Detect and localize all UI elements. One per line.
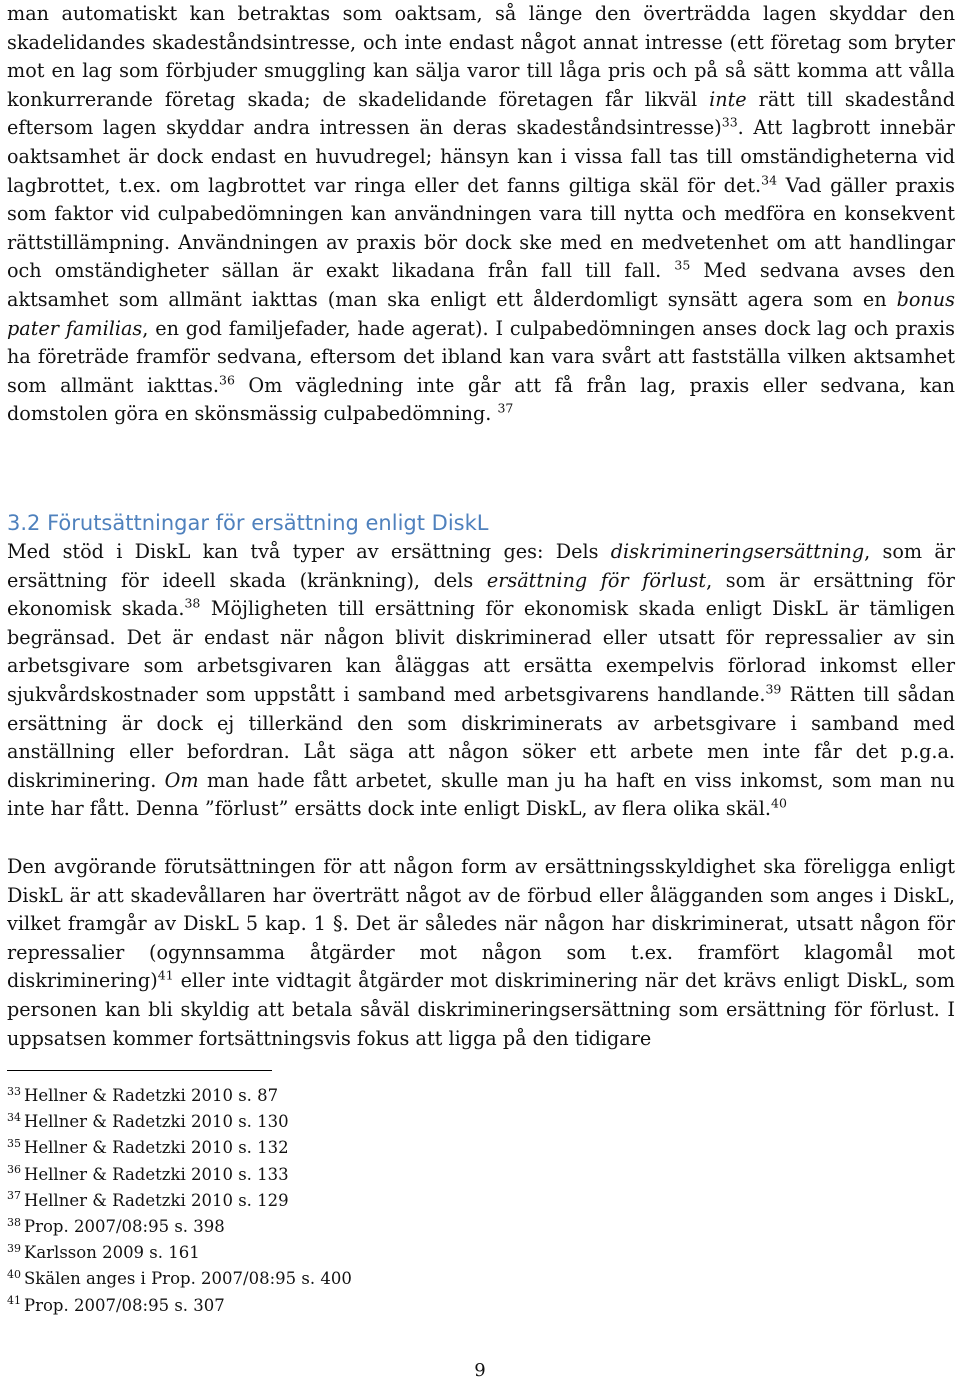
text-run: , som är ersättning för ideell skada (kränkning), dels <box>7 540 955 592</box>
body-paragraph-forutsattning <box>7 853 955 1053</box>
footnote-ref-34[interactable]: 34 <box>761 172 778 188</box>
footnote-number: 36 <box>7 1163 21 1177</box>
text-run: , som är ersättning för ekonomisk skada. <box>7 568 955 621</box>
footnote-text: Hellner & Radetzki 2010 s. 130 <box>24 1112 289 1132</box>
footnote-item <box>7 1083 352 1109</box>
footnote-item <box>7 1162 352 1188</box>
footnote-number: 41 <box>7 1294 21 1308</box>
text-run: , en god familjefader, hade agerat). I culpabedömningen anses dock lag och praxis ha företräde framför sedvana, eftersom det ibland kan vara svårt att fastställa vilken aktsamhet som allmänt iakttas. <box>7 316 955 397</box>
footnote-number: 38 <box>7 1215 21 1229</box>
footnote-text: Hellner & Radetzki 2010 s. 129 <box>24 1190 289 1210</box>
footnote-ref-33[interactable]: 33 <box>721 114 738 130</box>
footnote-ref-35[interactable]: 35 <box>674 257 691 273</box>
page-number: 9 <box>474 1360 486 1381</box>
italic-text: ersättning för förlust <box>486 568 707 592</box>
footnote-ref-41[interactable]: 41 <box>157 967 174 983</box>
text-run: Vad gäller praxis som faktor vid culpabedömningen kan användningen vara till nytta och medföra en konsekvent rättstillämpning. Användningen av praxis bör dock ske med en medvetenhet om att handlingar och omständigheter sällan är exakt likadana från fall till fall. <box>7 173 955 283</box>
footnote-number: 34 <box>7 1110 21 1124</box>
footnote-item <box>7 1293 352 1319</box>
footnote-ref-40[interactable]: 40 <box>771 795 787 811</box>
footnote-ref-38[interactable]: 38 <box>184 595 201 611</box>
footnote-number: 39 <box>7 1241 21 1255</box>
text-run: Möjligheten till ersättning för ekonomisk skada enligt DiskL är tämligen begränsad. Det är endast när någon blivit diskriminerad eller utsatt för repressalier av sin arbetsgivare som arbetsgivaren kan åläggas att ersätta exempelvis förlorad inkomst eller sjukvårdskostnader som uppstått i samband med arbetsgivarens handlande. <box>7 597 955 706</box>
italic-text: diskrimineringsersättning <box>610 540 865 563</box>
footnote-text: Prop. 2007/08:95 s. 307 <box>24 1295 225 1315</box>
footnote-number: 40 <box>7 1267 21 1281</box>
footnote-ref-37[interactable]: 37 <box>497 400 514 416</box>
text-run: Rätten till sådan ersättning är dock ej tillerkänd den som diskriminerats av arbetsgivare i samband med anställning eller befordran. Låt säga att någon söker ett arbete men inte får det p.g.a. diskriminering. <box>7 682 955 792</box>
text-run: man hade fått arbetet, skulle man ju ha haft en viss inkomst, som man nu inte har fått. Denna ”förlust” ersätts dock inte enligt DiskL, av flera olika skäl. <box>7 768 955 821</box>
text-run: . Att lagbrott innebär oaktsamhet är dock endast en huvudregel; hänsyn kan i vissa fall tas till omständigheterna vid lagbrottet, t.ex. om lagbrottet var ringa eller det fanns giltiga skäl för det. <box>7 116 955 197</box>
footnote-ref-36[interactable]: 36 <box>219 372 235 388</box>
footnote-item <box>7 1135 352 1161</box>
body-paragraph-culpa <box>7 0 955 429</box>
footnote-item <box>7 1188 352 1214</box>
italic-text: Om <box>164 768 199 792</box>
text-run: eller inte vidtagit åtgärder mot diskriminering när det krävs enligt DiskL, som personen kan bli skyldig att betala såväl diskrimineringsersättning som ersättning för förlust. I uppsatsen kommer fortsättningsvis fokus att ligga på den tidigare <box>7 969 955 1050</box>
footnote-text: Skälen anges i Prop. 2007/08:95 s. 400 <box>24 1269 352 1289</box>
footnote-number: 35 <box>7 1136 21 1150</box>
footnote-list <box>7 1083 352 1319</box>
footnote-ref-39[interactable]: 39 <box>765 681 782 697</box>
text-run: rätt till skadestånd eftersom lagen skyddar andra intressen än deras skadeståndsintresse) <box>7 87 956 140</box>
footnote-item <box>7 1240 352 1266</box>
footnote-text: Prop. 2007/08:95 s. 398 <box>24 1217 225 1237</box>
footnote-item <box>7 1266 352 1292</box>
body-paragraph-ersattning <box>7 538 955 824</box>
footnote-number: 37 <box>7 1189 21 1203</box>
footnote-item <box>7 1109 352 1135</box>
text-run: man automatiskt kan betraktas som oaktsam, så länge den överträdda lagen skyddar den skadelidandes skadeståndsintresse, och inte endast något annat intresse (ett företag som bryter mot en lag som förbjuder smuggling kan sälja varor till låga pris och på så sätt komma att vålla konkurrerande företag skada; de skadelidande företagen får likväl <box>7 2 955 111</box>
text-run: Om vägledning inte går att få från lag, praxis eller sedvana, kan domstolen göra en skönsmässig culpabedömning. <box>7 373 955 426</box>
footnote-text: Hellner & Radetzki 2010 s. 132 <box>24 1138 289 1158</box>
italic-text: bonus pater familias <box>7 287 955 340</box>
text-run: Med stöd i DiskL kan två typer av ersättning ges: Dels <box>7 540 611 563</box>
footnote-separator <box>7 1070 272 1071</box>
footnote-text: Hellner & Radetzki 2010 s. 133 <box>24 1164 289 1184</box>
text-run: Den avgörande förutsättningen för att någon form av ersättningsskyldighet ska föreligga enligt DiskL är att skadevållaren har överträtt något av de förbud eller ålägganden som anges i DiskL, vilket framgår av DiskL 5 kap. 1 §. Det är således när någon har diskriminerat, utsatt någon för repressalier (ogynnsamma åtgärder mot någon som t.ex. framfört klagomål mot diskriminering) <box>7 855 955 993</box>
footnote-text: Hellner & Radetzki 2010 s. 87 <box>24 1086 279 1105</box>
footnote-item <box>7 1214 352 1240</box>
footnote-text: Karlsson 2009 s. 161 <box>24 1243 200 1263</box>
italic-text: inte <box>709 87 747 111</box>
footnote-number: 33 <box>7 1084 21 1098</box>
text-run: Med sedvana avses den aktsamhet som allmänt iakttas (man ska enligt ett ålderdomligt synsätt agera som en <box>7 259 955 311</box>
section-heading: 3.2 Förutsättningar för ersättning enligt DiskL <box>7 511 489 535</box>
